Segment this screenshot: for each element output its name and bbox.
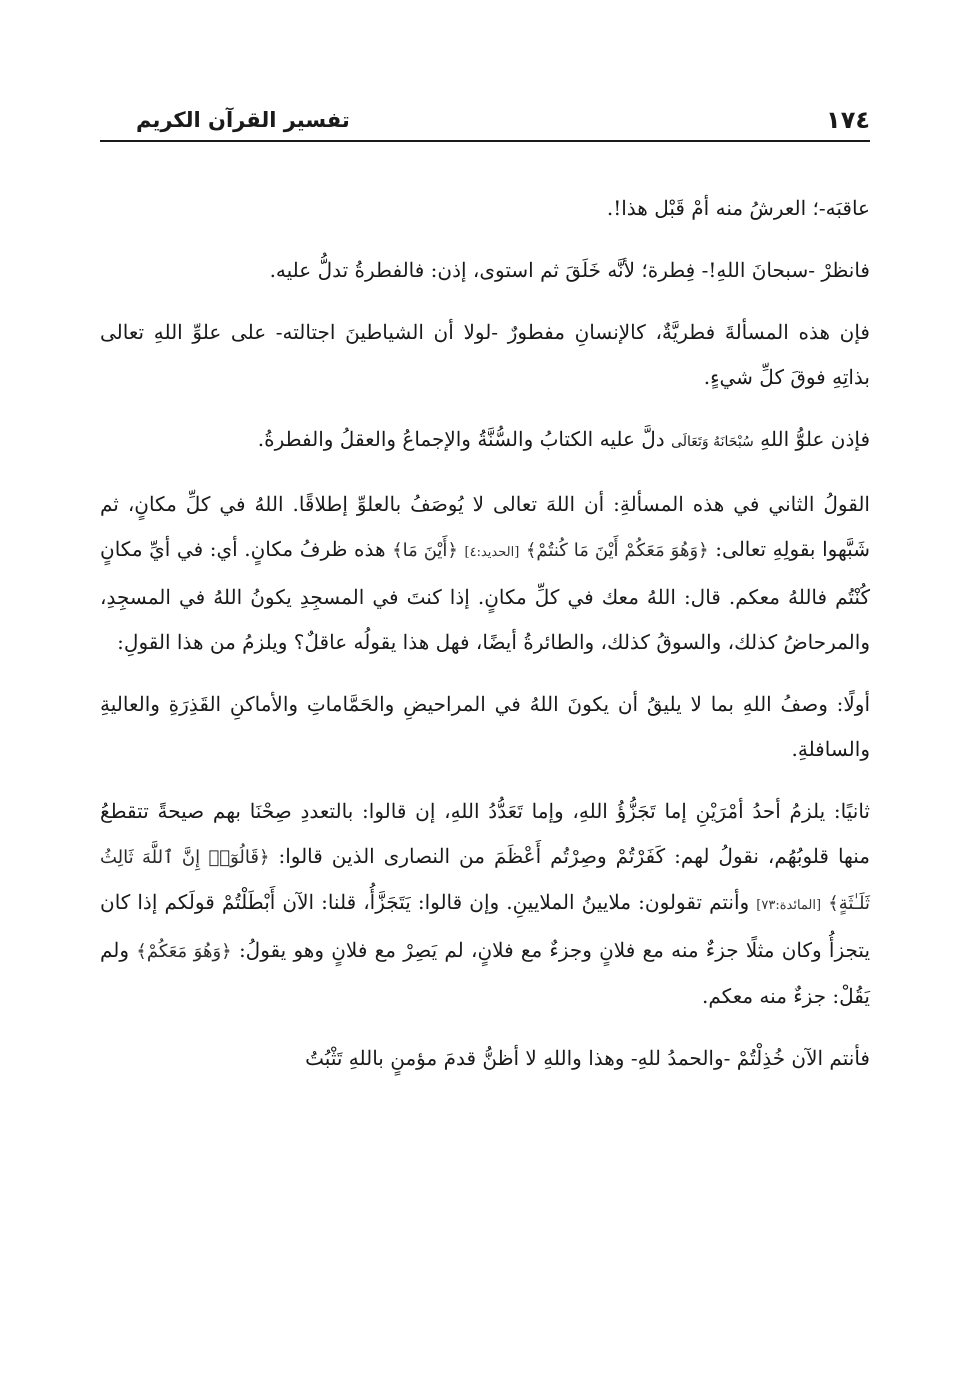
paragraph-2: [100, 248, 870, 293]
paragraph-1: [100, 186, 870, 231]
quran-verse: ﴿قَالُوٓا۟ إِنَّ ٱللَّهَ ثَالِثُ ثَلَـٰثَةٍ﴾: [100, 847, 871, 914]
quran-verse: ﴿أَيْنَ مَا﴾: [392, 540, 458, 561]
paragraph-text: عاقبَه-؛ العرشُ منه أمْ قَبْل هذا!.: [606, 196, 870, 220]
page-header: [100, 98, 870, 144]
paragraph-text: وأنتم تقولون: ملايينُ الملايينِ. وإن قالوا: يَتَجَزَّأُ، قلنا: الآن أَبْطَلْتُمْ قولَكم إذا كان يتجزأُ وكان مثلًا جزءٌ منه مع فلانٍ وجزءٌ مع فلانٍ، لم يَصِرْ مع فلانٍ وهو يقولُ:: [100, 890, 871, 962]
running-title: تفسير القرآن الكريم: [136, 108, 350, 132]
honorific-phrase: سُبْحَانَهُ وَتَعَالَى: [671, 434, 754, 450]
paragraph-3: [100, 310, 870, 400]
paragraph-text: القولُ الثاني في هذه المسألةِ: أن اللهَ تعالى لا يُوصَفُ بالعلوِّ إطلاقًا. اللهُ في كلِّ مكانٍ، ثم شَبَّهوا بقولِهِ تعالى:: [100, 492, 870, 561]
header-divider: [100, 140, 870, 142]
paragraph-text: أولًا: وصفُ اللهِ بما لا يليقُ أن يكونَ اللهُ في المراحيضِ والحَمَّاماتِ والأماكنِ القَذِرَةِ والعاليةِ والسافلةِ.: [100, 692, 870, 761]
paragraph-text: ثانيًا: يلزمُ أحدُ أمْرَيْنِ إما تَجَزُّؤُ اللهِ، وإما تَعَدُّدُ اللهِ، إن قالوا: بالتعددِ صِحْنَا بهم صيحةً تتقطعُ منها قلوبُهُم، نقولُ لهم: كَفَرْتُمْ وصِرْتُم أَعْظَمَ من النصارى الذين قالوا:: [100, 799, 871, 868]
paragraph-7: [100, 789, 870, 1019]
paragraph-text: دلَّ عليه الكتابُ والسُّنَّةُ والإجماعُ والعقلُ والفطرةُ.: [257, 427, 672, 451]
paragraph-text: فانظرْ -سبحانَ اللهِ!- فِطرة؛ لأنَّه خَلَقَ ثم استوى، إذن: فالفطرةُ تدلُّ عليه.: [269, 258, 870, 282]
paragraph-text: هذه ظرفُ مكانٍ. أي: في أيِّ مكانٍ كُنْتُم فاللهُ معكم. قال: اللهُ معك في كلِّ مكانٍ. إذا كنتَ في المسجِدِ يكونُ اللهُ في المسجِدِ، والمرحاضُ كذلك، والسوقُ كذلك، والطائرةُ أيضًا، فهل هذا يقولُه عاقلٌ؟ ويلزمُ من هذا القولِ:: [100, 537, 870, 654]
paragraph-5: [100, 482, 870, 665]
paragraph-6: [100, 682, 870, 772]
quran-verse: ﴿وَهُوَ مَعَكُمْ﴾: [136, 941, 232, 962]
quran-verse: ﴿وَهُوَ مَعَكُمْ أَيْنَ مَا كُنتُمْ﴾: [525, 540, 709, 561]
paragraph-text: ولم يَقُلْ: جزءٌ منه معكم.: [100, 938, 870, 1008]
page-number: ١٧٤: [826, 106, 870, 134]
paragraph-4: [100, 417, 870, 465]
verse-reference: [المائدة:٧٣]: [756, 898, 822, 913]
paragraph-text: فإن هذه المسألةَ فطريَّةٌ، كالإنسانِ مفطورٌ -لولا أن الشياطينَ اجتالته- على علوِّ اللهِ تعالى بذاتِهِ فوقَ كلِّ شيءٍ.: [100, 320, 870, 389]
page-body: [100, 186, 870, 1098]
paragraph-8: [100, 1036, 870, 1081]
paragraph-text: فأنتم الآن خُذِلْتُمْ -والحمدُ للهِ- وهذا واللهِ لا أظنُّ قدمَ مؤمنٍ باللهِ تَثْبُتُ: [305, 1046, 870, 1070]
verse-reference: [الحديد:٤]: [464, 545, 520, 560]
paragraph-text: فإذن علوُّ اللهِ: [753, 427, 870, 451]
